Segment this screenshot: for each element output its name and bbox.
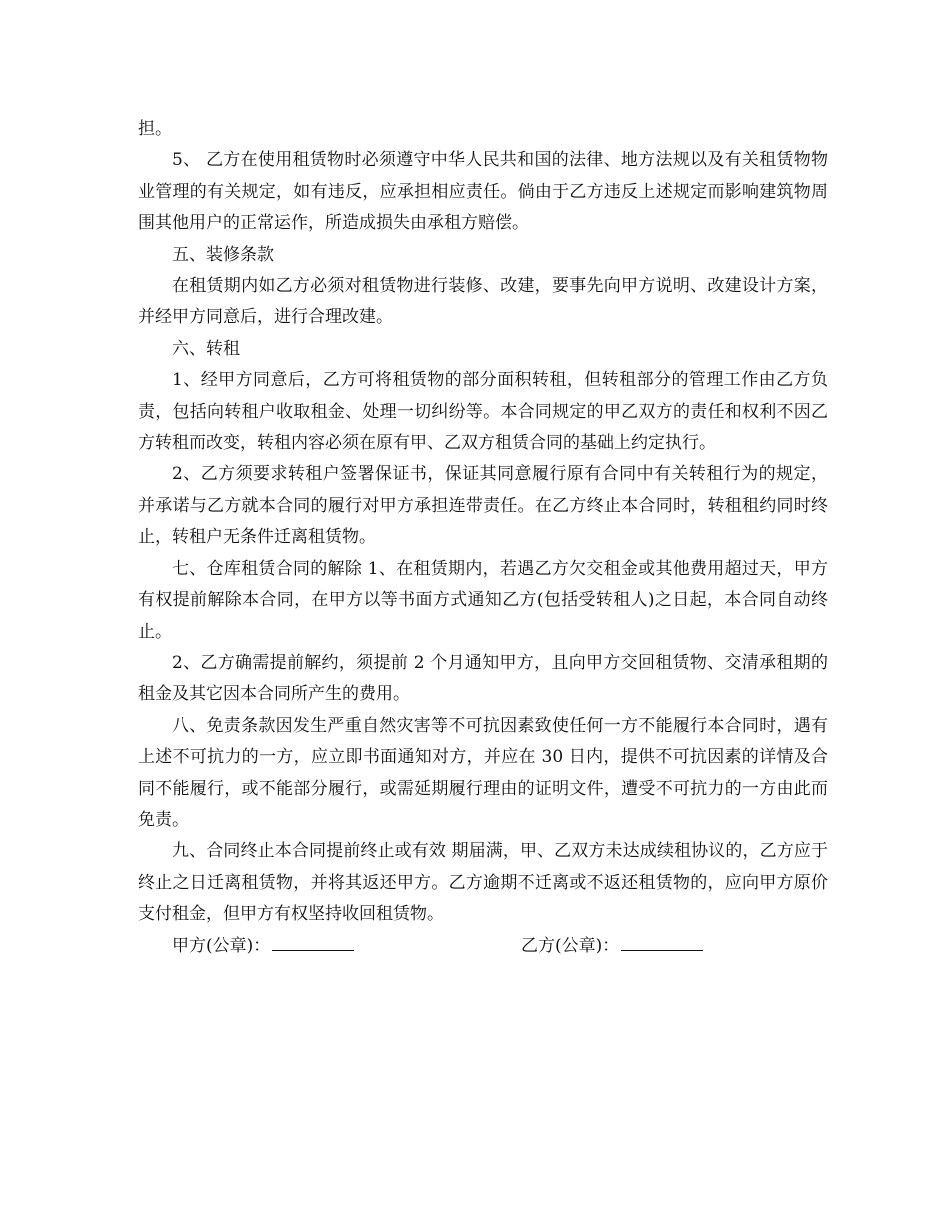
paragraph-force-majeure: 八、免责条款因发生严重自然灾害等不可抗因素致使任何一方不能履行本合同时，遇有上述不可抗力的一方，应立即书面通知对方，并应在 30 日内，提供不可抗因素的详情及合同不能履行，或不能部分履行，或需延期履行理由的证明文件，遭受不可抗力的一方由此而免责。 <box>138 715 828 830</box>
contract-body <box>138 114 828 962</box>
paragraph-sublease-1: 1、经甲方同意后，乙方可将租赁物的部分面积转租，但转租部分的管理工作由乙方负责，包括向转租户收取租金、处理一切纠纷等。本合同规定的甲乙双方的责任和权利不因乙方转租而改变，转租内容必须在原有甲、乙双方租赁合同的基础上约定执行。 <box>138 370 828 454</box>
party-a-signature-line <box>272 932 354 951</box>
party-b-signature-line <box>621 932 703 951</box>
party-b-signature <box>521 931 703 962</box>
party-a-signature <box>172 931 521 962</box>
paragraph-renovation: 在租赁期内如乙方必须对租赁物进行装修、改建，要事先向甲方说明、改建设计方案，并经甲方同意后，进行合理改建。 <box>138 276 828 328</box>
paragraph-termination-1: 七、仓库租赁合同的解除 1、在租赁期内，若遇乙方欠交租金或其他费用超过天，甲方有权提前解除本合同，在甲方以等书面方式通知乙方(包括受转租人)之日起，本合同自动终止。 <box>138 558 828 642</box>
heading-renovation: 五、装修条款 <box>172 244 274 265</box>
paragraph-clause-5: 5、 乙方在使用租赁物时必须遵守中华人民共和国的法律、地方法规以及有关租赁物物业管理的有关规定，如有违反，应承担相应责任。倘由于乙方违反上述规定而影响建筑物周围其他用户的正常运作，所造成损失由承租方赔偿。 <box>138 150 828 234</box>
party-b-label: 乙方(公章)： <box>521 935 620 956</box>
paragraph-contract-end: 九、合同终止本合同提前终止或有效 期届满，甲、乙双方未达成续租协议的，乙方应于终止之日迁离租赁物，并将其返还甲方。乙方逾期不迁离或不返还租赁物的，应向甲方原价支付租金，但甲方有权坚持收回租赁物。 <box>138 841 828 925</box>
signature-row <box>138 931 828 962</box>
party-a-label: 甲方(公章)： <box>172 935 271 956</box>
heading-sublease: 六、转租 <box>172 338 240 359</box>
paragraph-continuation: 担。 <box>138 119 172 139</box>
paragraph-sublease-2: 2、乙方须要求转租户签署保证书，保证其同意履行原有合同中有关转租行为的规定，并承诺与乙方就本合同的履行对甲方承担连带责任。在乙方终止本合同时，转租租约同时终止，转租户无条件迁离租赁物。 <box>138 464 828 548</box>
paragraph-termination-2: 2、乙方确需提前解约，须提前 2 个月通知甲方，且向甲方交回租赁物、交清承租期的租金及其它因本合同所产生的费用。 <box>138 652 828 705</box>
